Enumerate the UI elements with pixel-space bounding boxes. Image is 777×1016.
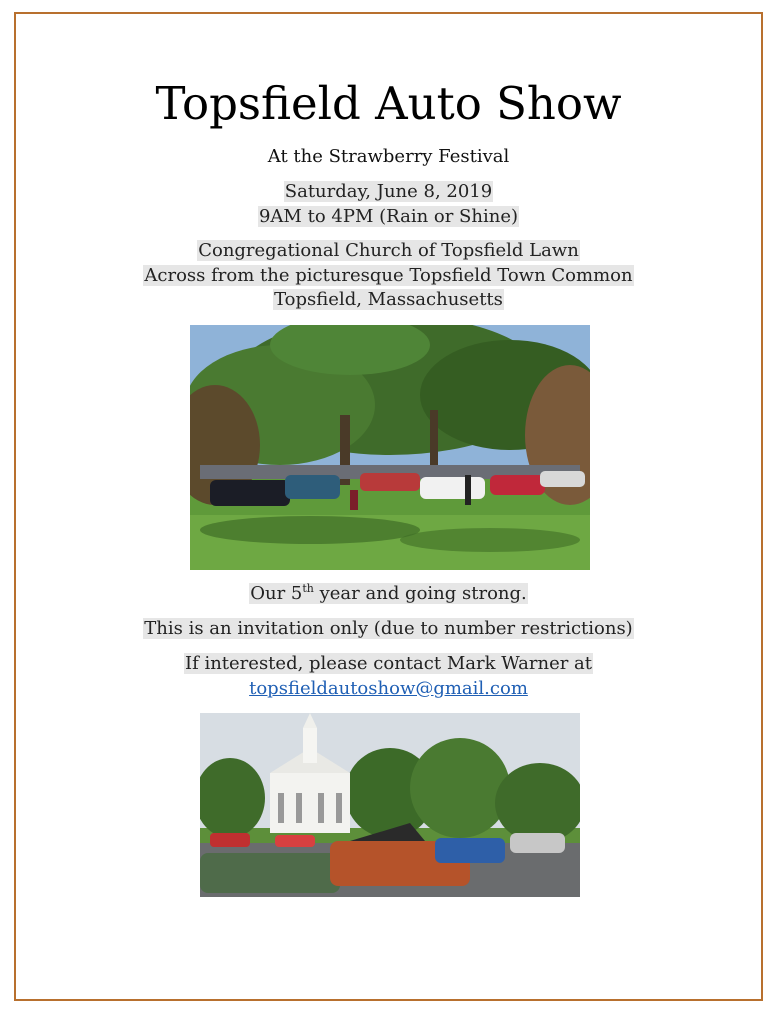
invitation-note	[0, 617, 777, 642]
event-time: 9AM to 4PM (Rain or Shine)	[258, 205, 518, 227]
location-block	[0, 239, 777, 313]
year-note	[0, 582, 777, 607]
invitation-text: This is an invitation only (due to number restrictions)	[144, 618, 633, 639]
subtitle-text: At the Strawberry Festival	[267, 146, 510, 167]
location-line-1: Congregational Church of Topsfield Lawn	[198, 240, 579, 261]
contact-block	[0, 652, 777, 701]
location-line-2: Across from the picturesque Topsfield Town Common	[144, 264, 633, 286]
contact-text: If interested, please contact Mark Warner at	[184, 653, 593, 674]
year-note-text: Our 5th year and going strong.	[250, 582, 527, 604]
flyer-title: Topsfield Auto Show	[155, 77, 622, 130]
location-line-3: Topsfield, Massachusetts	[274, 289, 503, 310]
church-car-show-photo	[200, 713, 580, 897]
car-show-lawn-photo	[190, 325, 590, 570]
flyer-subtitle	[0, 145, 777, 169]
event-date: Saturday, June 8, 2019	[284, 181, 493, 202]
contact-email-link[interactable]: topsfieldautoshow@gmail.com	[249, 677, 528, 699]
date-time-block	[0, 180, 777, 229]
